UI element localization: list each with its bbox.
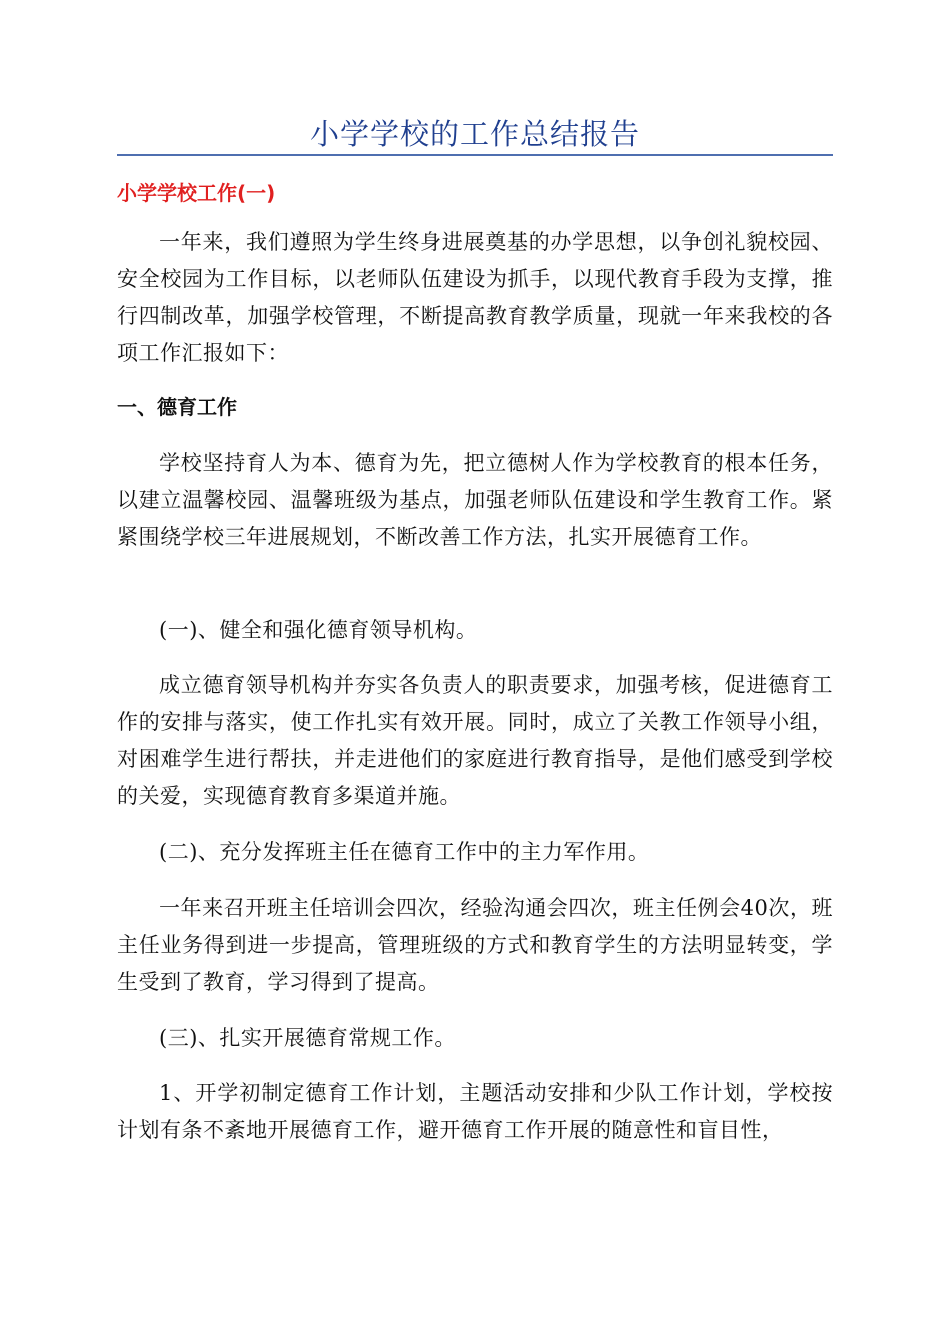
item2-heading: (二)、充分发挥班主任在德育工作中的主力军作用。	[159, 840, 650, 864]
item2-paragraph: 一年来召开班主任培训会四次，经验沟通会四次，班主任例会40次，班主任业务得到进一步提高，管理班级的方式和教育学生的方法明显转变，学生受到了教育，学习得到了提高。	[117, 896, 833, 994]
part1-heading: 一、德育工作	[117, 395, 237, 419]
intro-paragraph: 一年来，我们遵照为学生终身进展奠基的办学思想，以争创礼貌校园、安全校园为工作目标，以老师队伍建设为抓手，以现代教育手段为支撑，推行四制改革，加强学校管理，不断提高教育教学质量，现就一年来我校的各项工作汇报如下：	[117, 230, 833, 365]
title-divider	[117, 154, 833, 156]
item1-paragraph: 成立德育领导机构并夯实各负责人的职责要求，加强考核，促进德育工作的安排与落实，使工作扎实有效开展。同时，成立了关教工作领导小组，对困难学生进行帮扶，并走进他们的家庭进行教育指导，是他们感受到学校的关爱，实现德育教育多渠道并施。	[117, 673, 833, 808]
item3-paragraph: 1、开学初制定德育工作计划，主题活动安排和少队工作计划，学校按计划有条不紊地开展德育工作，避开德育工作开展的随意性和盲目性，	[117, 1081, 833, 1142]
item3-heading: (三)、扎实开展德育常规工作。	[159, 1026, 456, 1050]
item1-heading: (一)、健全和强化德育领导机构。	[159, 618, 478, 642]
page-title: 小学学校的工作总结报告	[309, 117, 640, 151]
section-heading: 小学学校工作(一)	[117, 181, 276, 205]
part1-intro-paragraph: 学校坚持育人为本、德育为先，把立德树人作为学校教育的根本任务，以建立温馨校园、温馨班级为基点，加强老师队伍建设和学生教育工作。紧紧围绕学校三年进展规划，不断改善工作方法，扎实开展德育工作。	[117, 451, 833, 549]
